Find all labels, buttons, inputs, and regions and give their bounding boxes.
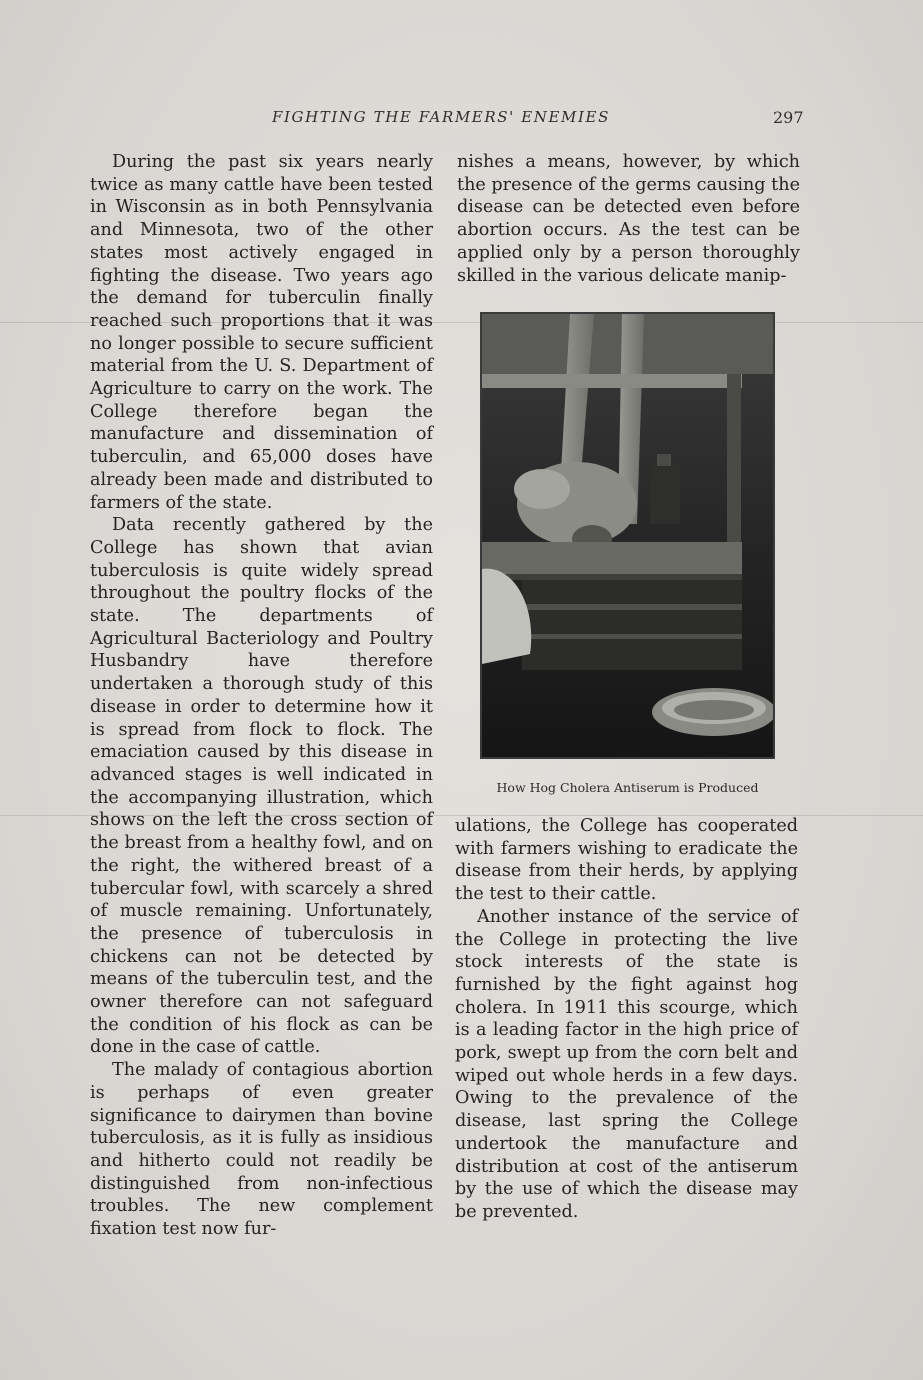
right-column-top: [457, 151, 800, 287]
paragraph: nishes a means, however, by which the presence of the germs causing the disease can be detected even before abortion occurs. As the test can be applied only by a person thoroughly skilled in the various delicate manip-: [457, 152, 800, 286]
paragraph: During the past six years nearly twice as many cattle have been tested in Wisconsin as in both Pennsylvania and Minnesota, two of the other states most actively engaged in fighting the disease. Two years ago the demand for tuberculin finally reached such proportions that it was no longer possible to secure sufficient material from the U. S. Department of Agriculture to carry on the work. The College therefore began the manufacture and dissemination of tuberculin, and 65,000 doses have already been made and distributed to farmers of the state.: [90, 152, 433, 513]
paragraph: Another instance of the service of the College in protecting the live stock interests of the state is furnished by the fight against hog cholera. In 1911 this scourge, which is a leading factor in the high price of pork, swept up from the corn belt and wiped out whole herds in a few days. Owing to the prevalence of the disease, last spring the College undertook the manufacture and distribution at cost of the antiserum by the use of which the disease may be prevented.: [455, 906, 798, 1222]
paragraph: The malady of contagious abortion is perhaps of even greater significance to dairymen than bovine tuberculosis, as it is fully as insidious and hitherto could not readily be distinguished from non-infectious troubles. The new complement fixation test now fur-: [90, 1060, 433, 1240]
hog-cholera-photo: [480, 312, 775, 759]
paragraph: Data recently gathered by the College has shown that avian tuberculosis is quite widely spread throughout the poultry flocks of the state. The departments of Agricultural Bacteriology and Poultry Husbandry have therefore undertaken a thorough study of this disease in order to determine how it is spread from flock to flock. The emaciation caused by this disease in advanced stages is well indicated in the accompanying illustration, which shows on the left the cross section of the breast from a healthy fowl, and on the right, the withered breast of a tubercular fowl, with scarcely a shred of muscle remaining. Unfortunately, the presence of tuberculosis in chickens can not be detected by means of the tuberculin test, and the owner therefore can not safeguard the condition of his flock as can be done in the case of cattle.: [90, 515, 433, 1058]
running-title: FIGHTING THE FARMERS' ENEMIES: [272, 108, 610, 126]
paragraph: ulations, the College has cooperated with farmers wishing to eradicate the disease from their herds, by applying the test to their cattle.: [455, 816, 798, 905]
photo-illustration: [482, 314, 773, 757]
left-column: [90, 151, 433, 1241]
page-number: 297: [773, 108, 804, 127]
right-column-bottom: [455, 815, 798, 1224]
figure-caption: How Hog Cholera Antiserum is Produced: [496, 780, 759, 795]
